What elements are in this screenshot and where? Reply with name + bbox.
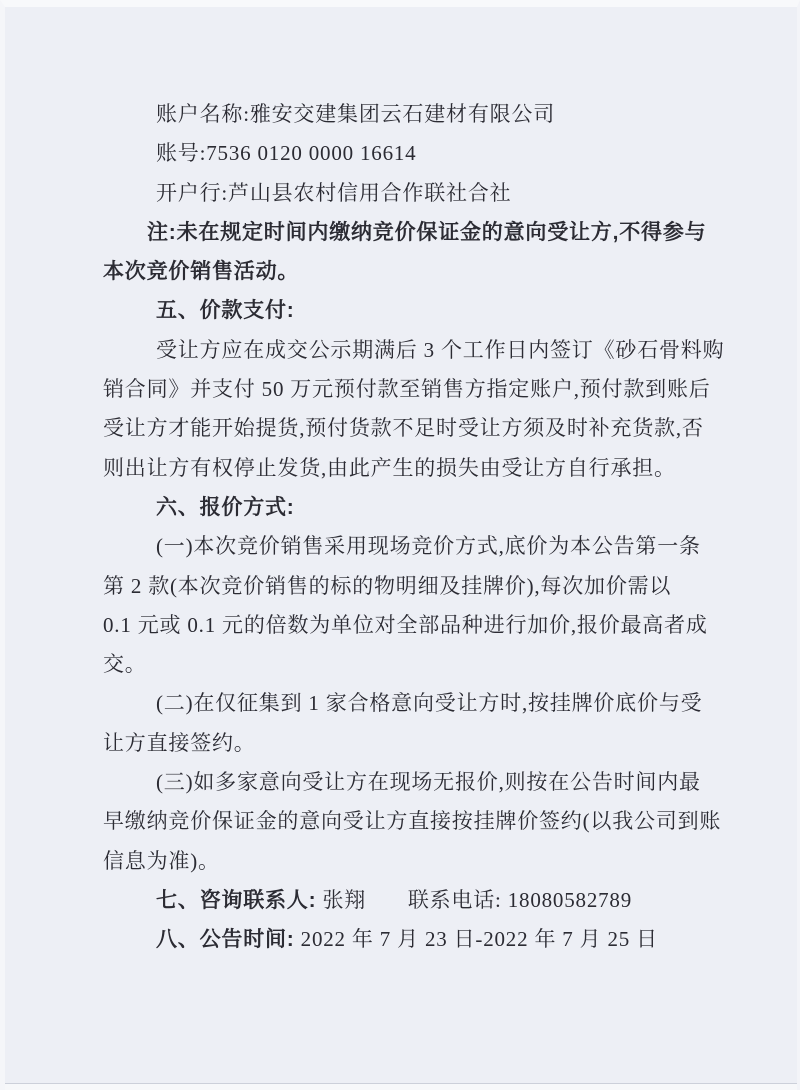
section6-item2-line: (二)在仅征集到 1 家合格意向受让方时,按挂牌价底价与受: [156, 691, 703, 716]
section6-item1-line: 第 2 款(本次竞价销售的标的物明细及挂牌价),每次加价需以: [103, 573, 672, 598]
section6-item3-line: 信息为准)。: [103, 848, 220, 873]
section6-item3-line: 早缴纳竞价保证金的意向受让方直接按挂牌价签约(以我公司到账: [103, 809, 722, 834]
section5-text-line: 受让方应在成交公示期满后 3 个工作日内签订《砂石骨料购: [156, 337, 725, 362]
section6-item1-line: 0.1 元或 0.1 元的倍数为单位对全部品种进行加价,报价最高者成: [103, 612, 708, 637]
document-body: [103, 95, 763, 960]
section6-item1-line: 交。: [103, 652, 147, 677]
section5-heading: 五、价款支付:: [156, 299, 295, 323]
section5-text-line: 销合同》并支付 50 万元预付款至销售方指定账户,预付款到账后: [103, 377, 711, 402]
deposit-note-line-2: 本次竞价销售活动。: [103, 260, 300, 284]
phone-label: 联系电话:: [407, 887, 502, 912]
section8-heading: 八、公告时间:: [156, 928, 295, 952]
deposit-note-line-1: 注:未在规定时间内缴纳竞价保证金的意向受让方,不得参与: [147, 220, 707, 244]
section5-text-line: 则出让方有权停止发货,由此产生的损失由受让方自行承担。: [103, 455, 676, 480]
contact-name: 张翔: [322, 887, 367, 912]
announcement-period: 2022 年 7 月 23 日-2022 年 7 月 25 日: [300, 927, 658, 952]
section7-heading: 七、咨询联系人:: [156, 888, 317, 912]
announcement-period-line: [103, 920, 763, 959]
account-name-line: 账户名称:雅安交建集团云石建材有限公司: [156, 102, 556, 126]
section6-item1-line: (一)本次竞价销售采用现场竞价方式,底价为本公告第一条: [156, 534, 701, 559]
section6-heading: 六、报价方式:: [156, 495, 295, 519]
phone-number: 18080582789: [507, 887, 633, 912]
contact-line: [103, 881, 763, 920]
scan-page-bottom-edge: [5, 1083, 797, 1090]
account-number-line: 账号:7536 0120 0000 16614: [156, 141, 417, 166]
section6-item2-line: 让方直接签约。: [103, 730, 256, 755]
section6-item3-line: (三)如多家意向受让方在现场无报价,则按在公告时间内最: [156, 770, 701, 795]
bank-name-line: 开户行:芦山县农村信用合作联社合社: [156, 180, 512, 205]
section5-text-line: 受让方才能开始提货,预付货款不足时受让方须及时补充货款,否: [103, 416, 704, 441]
